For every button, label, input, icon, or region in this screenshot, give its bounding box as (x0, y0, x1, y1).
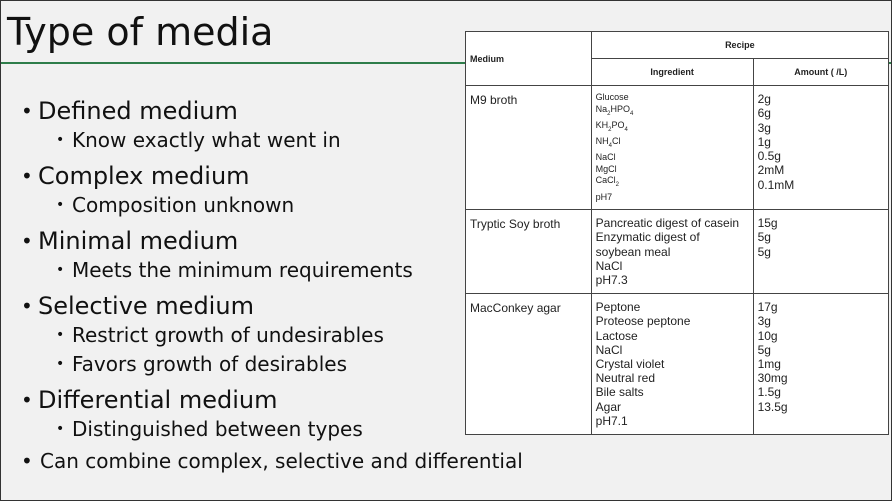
sub-bullet: • Know exactly what went in (21, 126, 523, 155)
header-ingredient: Ingredient (591, 59, 753, 86)
ingredient: pH7 (595, 191, 613, 202)
sub-bullet: • Meets the minimum requirements (21, 256, 523, 285)
slide-title: Type of media (7, 10, 274, 54)
amount: 13.5g (757, 399, 788, 414)
table-row (466, 86, 889, 210)
bullet-combine: • Can combine complex, selective and differential (21, 448, 523, 474)
bullet-minimal: • Minimal medium (21, 226, 523, 256)
ingredient: NaCl (595, 342, 623, 357)
amount: 0.5g (757, 149, 781, 164)
table-row (466, 294, 889, 435)
ingredient: $Na_2HPO_4$ (595, 103, 634, 117)
sub-bullet: • Favors growth of desirables (21, 350, 523, 379)
ingredient: Enzymatic digest of (595, 230, 700, 245)
amount: 1mg (757, 357, 781, 372)
medium-name: M9 broth (466, 86, 592, 210)
amount: 3g (757, 120, 771, 135)
amount: 15g (757, 216, 778, 231)
ingredient: Lactose (595, 328, 638, 343)
amount: 0.1mM (757, 177, 795, 192)
header-amount: Amount ( /L) (753, 59, 888, 86)
medium-name: Tryptic Soy broth (466, 210, 592, 294)
amount: 5g (757, 342, 771, 357)
ingredient: Agar (595, 399, 621, 414)
ingredient: Glucose (595, 92, 629, 102)
sub-bullet: • Composition unknown (21, 191, 523, 220)
amount: 2mM (757, 163, 785, 178)
ingredient: Neutral red (595, 371, 656, 386)
ingredient: NaCl (595, 258, 623, 273)
amount: 1.5g (757, 385, 781, 400)
ingredient: Bile salts (595, 385, 644, 400)
amount: 10g (757, 328, 778, 343)
amount-list (753, 86, 888, 210)
ingredient: soybean meal (595, 244, 671, 259)
table-row (466, 210, 889, 294)
amount: 2g (757, 92, 771, 106)
sub-bullet: • Distinguished between types (21, 415, 523, 444)
medium-name: MacConkey agar (466, 294, 592, 435)
bullet-defined: • Defined medium (21, 96, 523, 126)
ingredient: MgCl (595, 163, 617, 174)
sub-bullet: • Restrict growth of undesirables (21, 321, 523, 350)
ingredient: Proteose peptone (595, 314, 691, 329)
amount: 5g (757, 244, 771, 259)
amount: 30mg (757, 371, 788, 386)
amount-list (753, 294, 888, 435)
ingredient: pH7.1 (595, 413, 628, 428)
ingredient: $NH_4Cl$ (595, 136, 621, 149)
ingredient: Pancreatic digest of casein (595, 216, 740, 231)
ingredient-list (591, 294, 753, 435)
header-recipe: Recipe (591, 32, 888, 59)
ingredient: Peptone (595, 300, 641, 315)
header-medium: Medium (466, 32, 592, 86)
amount: 6g (757, 106, 771, 121)
ingredient: Crystal violet (595, 357, 665, 372)
bullet-list (21, 96, 523, 474)
ingredient: pH7.3 (595, 273, 628, 287)
bullet-selective: • Selective medium (21, 291, 523, 321)
bullet-differential: • Differential medium (21, 385, 523, 415)
amount-list (753, 210, 888, 294)
amount: 3g (757, 314, 771, 329)
recipe-table (465, 31, 889, 435)
amount: 17g (757, 300, 778, 315)
ingredient: $KH_2PO_4$ (595, 119, 628, 133)
amount: 5g (757, 230, 771, 245)
amount: 1g (757, 134, 771, 149)
ingredient-list (591, 86, 753, 210)
ingredient: CaCl$_2$ (595, 175, 619, 189)
ingredient: NaCl (595, 152, 616, 163)
ingredient-list (591, 210, 753, 294)
bullet-complex: • Complex medium (21, 161, 523, 191)
